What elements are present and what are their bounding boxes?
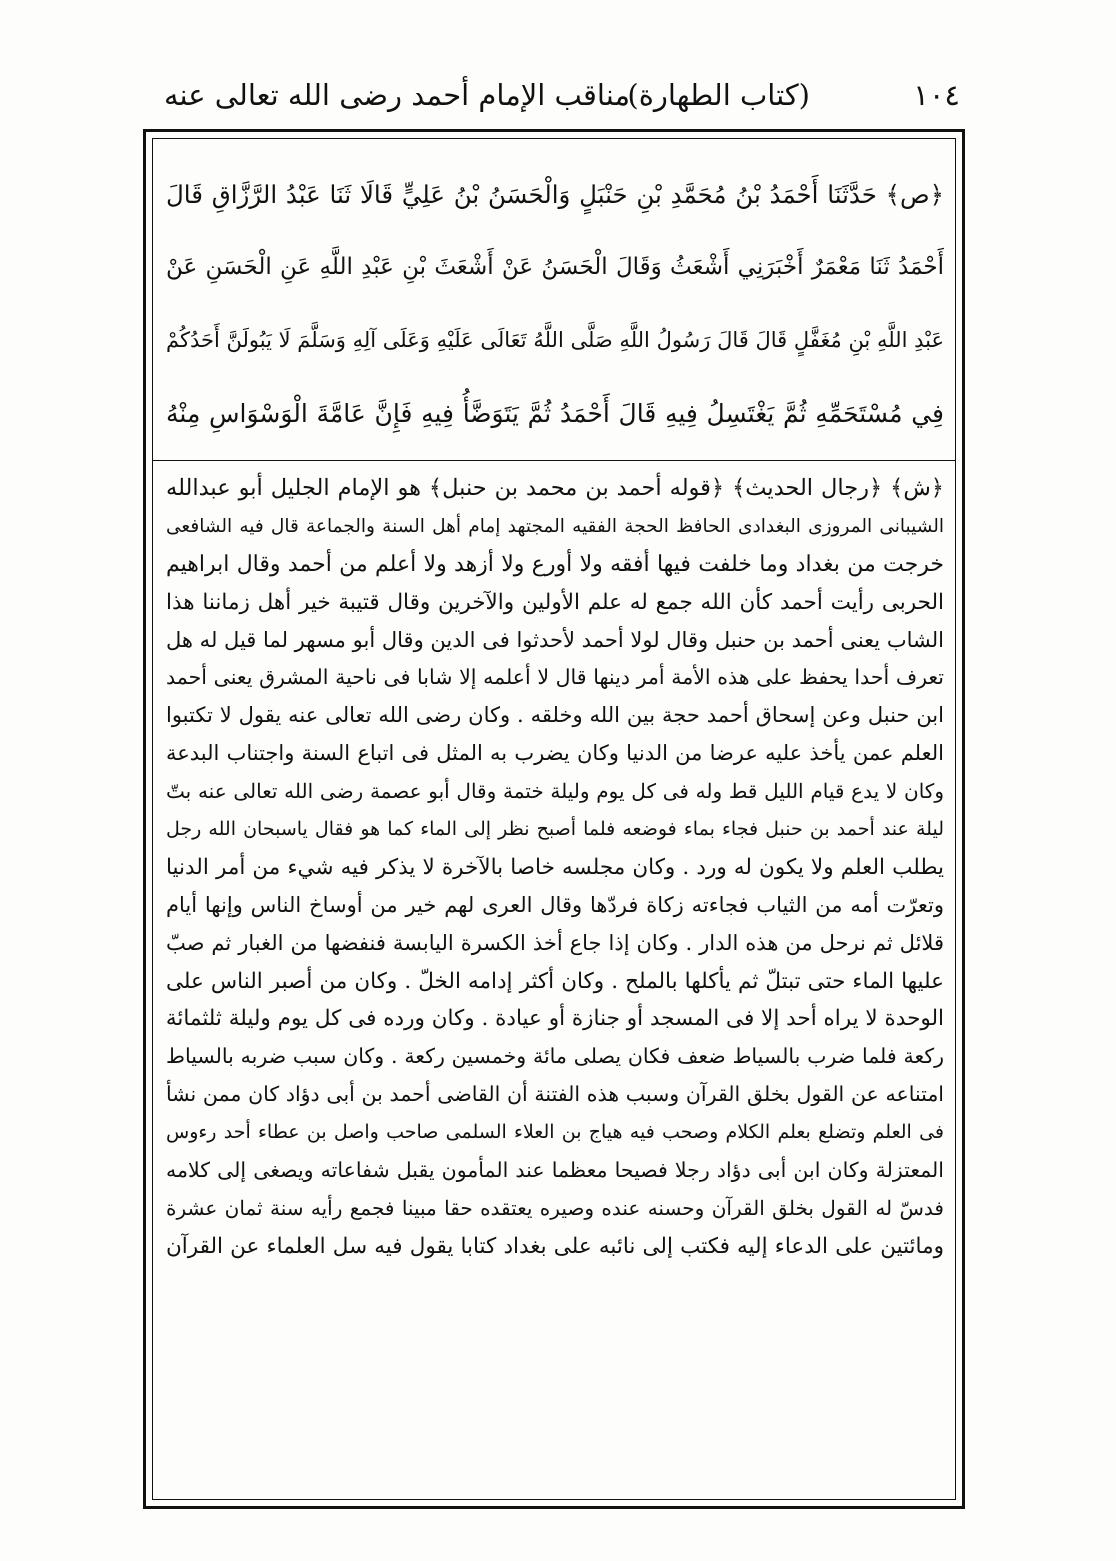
hadith-line: أَحْمَدُ ثَنَا مَعْمَرٌ أَخْبَرَنِي أَشْعَثُ وَقَالَ الْحَسَنُ عَنْ أَشْعَثَ بْنِ عَبْدِ اللَّهِ عَنِ الْحَسَنِ عَنْ <box>166 254 944 280</box>
page-number: ١٠٤ <box>913 78 960 112</box>
commentary-line: الشاب يعنى أحمد بن حنبل وقال لولا أحمد لأحدثوا فى الدين وقال أبو مسهر لما قيل له هل <box>166 627 944 652</box>
commentary-line: ومائتين على الدعاء إليه فكتب إلى نائبه على بغداد كتابا يقول فيه سل العلماء عن القرآن <box>166 1233 944 1259</box>
commentary-line: ركعة فلما ضرب بالسياط ضعف فكان يصلى مائة وخمسين ركعة . وكان سبب ضربه بالسياط <box>166 1044 944 1069</box>
commentary-line: الوحدة لا يراه أحد إلا فى المسجد أو جنازة أو عيادة . وكان ورده فى كل يوم وليلة ثلثمائة <box>166 1006 944 1032</box>
commentary-line: الشيبانى المروزى البغدادى الحافظ الحجة الفقيه المجتهد إمام أهل السنة والجماعة قال فيه الشافعى <box>166 515 944 537</box>
commentary-line: وتعرّت أمه من الثياب فجاءته زكاة فردّها وقال العرى لهم خير من أوساخ الناس وإنها أيام <box>166 892 944 917</box>
commentary-line: ﴿ش﴾ ﴿رجال الحديث﴾ ﴿قوله أحمد بن محمد بن حنبل﴾ هو الإمام الجليل أبو عبدالله <box>166 475 944 501</box>
commentary-line: المعتزلة وكان ابن أبى دؤاد رجلا فصيحا معظما عند المأمون يقبل شفاعاته ويصغى إلى كلامه <box>166 1158 944 1183</box>
commentary-line: خرجت من بغداد وما خلفت فيها أفقه ولا أورع ولا أزهد ولا أعلم من أحمد وقال ابراهيم <box>166 551 944 577</box>
commentary-line: فدسّ له القول بخلق القرآن وحسنه عنده وصيره يعتقده حقا مبينا فجمع رأيه سنة ثمان عشرة <box>166 1195 944 1220</box>
hadith-text <box>166 158 944 454</box>
commentary-line: ليلة عند أحمد بن حنبل فجاء بماء فوضعه فلما أصبح نظر إلى الماء كما هو فقال ياسبحان الله رجل <box>166 818 944 841</box>
commentary-line: عليها الماء حتى تبتلّ ثم يأكلها بالملح . وكان أكثر إدامه الخلّ . وكان من أصبر الناس على <box>166 968 944 994</box>
commentary-line: وكان لا يدع قيام الليل قط وله فى كل يوم وليلة ختمة وقال أبو عصمة رضى الله تعالى عنه بتّ <box>166 779 944 804</box>
commentary-line: يطلب العلم ولا يكون له ورد . وكان مجلسه خاصا بالآخرة لا يذكر فيه شيء من أمر الدنيا <box>166 854 944 880</box>
commentary-line: ابن حنبل وعن إسحاق أحمد حجة بين الله وخلقه . وكان رضى الله تعالى عنه يقول لا تكتبوا <box>166 703 944 728</box>
hadith-line: فِي مُسْتَحَمِّهِ ثُمَّ يَغْتَسِلُ فِيهِ قَالَ أَحْمَدُ ثُمَّ يَتَوَضَّأُ فِيهِ فَإِنَّ عَامَّةَ الْوَسْوَاسِ مِنْهُ <box>166 399 944 428</box>
page-header <box>150 72 960 122</box>
commentary-line: العلم عمن يأخذ عليه عرضا من الدنيا وكان يضرب به المثل فى اتباع السنة واجتناب البدعة <box>166 741 944 766</box>
commentary-line: الحربى رأيت أحمد كأن الله جمع له علم الأولين والآخرين وقال قتيبة خير أهل زماننا هذا <box>166 589 944 615</box>
commentary-line: امتناعه عن القول بخلق القرآن وسبب هذه الفتنة أن القاضى أحمد بن أبى دؤاد كان ممن نشأ <box>166 1082 944 1107</box>
commentary-line: قلائل ثم نرحل من هذه الدار . وكان إذا جاع أخذ الكسرة اليابسة فنفضها من الغبار ثم صبّ <box>166 930 944 955</box>
commentary-text <box>166 470 944 1490</box>
hadith-line: عَبْدِ اللَّهِ بْنِ مُغَفَّلٍ قَالَ قَالَ رَسُولُ اللَّهِ صَلَّى اللَّهُ تَعَالَى عَلَيْهِ وَعَلَى آلِهِ وَسَلَّمَ لَا يَبُولَنَّ أَحَدُكُمْ <box>166 328 944 352</box>
running-title: مناقب الإمام أحمد رضى الله تعالى عنه <box>163 78 630 112</box>
section-divider <box>152 460 956 461</box>
commentary-line: تعرف أحدا يحفظ على هذه الأمة أمر دينها قال لا أعلمه إلا شابا فى ناحية المشرق يعنى أحمد <box>166 665 944 690</box>
commentary-line: فى العلم وتضلع بعلم الكلام وصحب فيه هياج بن العلاء السلمى صاحب واصل بن عطاء أحد رءوس <box>166 1121 944 1144</box>
hadith-line: ﴿ص﴾ حَدَّثَنَا أَحْمَدُ بْنُ مُحَمَّدِ بْنِ حَنْبَلٍ وَالْحَسَنُ بْنُ عَلِيٍّ قَالَا ثَنَا عَبْدُ الرَّزَّاقِ قَالَ <box>166 180 944 209</box>
section-title: (كتاب الطهارة) <box>627 78 810 112</box>
